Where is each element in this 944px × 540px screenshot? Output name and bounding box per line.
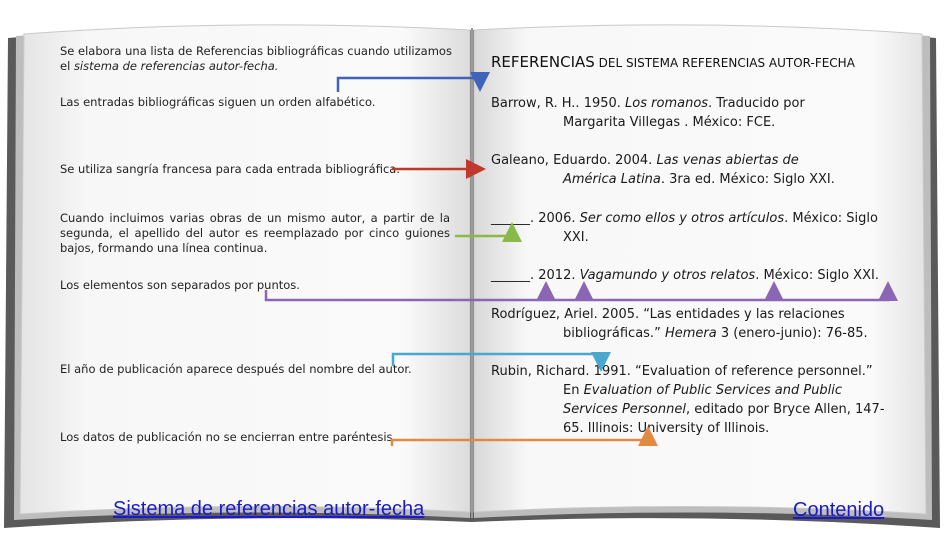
rule-hanging-indent: Se utiliza sangría francesa para cada entrada bibliográfica. [60, 162, 400, 176]
ref-text: Rodríguez, Ariel. 2005. “Las entidades y las relaciones [491, 307, 845, 322]
link-sistema-autor-fecha[interactable]: Sistema de referencias autor-fecha [113, 498, 425, 520]
ref-text: Rubin, Richard. 1991. “Evaluation of reference personnel.” [491, 364, 873, 379]
rule-intro-text: Se elabora una lista de Referencias bibliográficas cuando utilizamos el [60, 44, 452, 73]
ref-text: En [563, 383, 584, 398]
ref-indented-line: XXI. [563, 230, 589, 245]
ref-text: . México: Siglo [784, 211, 878, 226]
arrow-orange [392, 436, 648, 446]
ref-text: bibliográficas.” [563, 326, 665, 341]
link-contenido[interactable]: Contenido [793, 499, 885, 521]
ref-text: . Traducido por [708, 96, 805, 111]
ref-title: Hemera [664, 326, 717, 341]
ref-indented-line: Margarita Villegas . México: FCE. [563, 115, 776, 130]
ref-text: . México: Siglo XXI. [755, 268, 879, 283]
ref-text: . 3ra ed. México: Siglo XXI. [660, 172, 835, 187]
ref-text: Barrow, R. H.. 1950. [491, 96, 626, 111]
ref-text: ______. 2006. [491, 211, 580, 226]
rule-year-after-author: El año de publicación aparece después del nombre del autor. [60, 362, 412, 376]
rule-intro-italic: sistema de referencias autor-fecha. [73, 59, 279, 73]
arrow-cyan [393, 354, 601, 366]
ref-title: Las venas abiertas de [656, 153, 799, 168]
ref-text: ______. 2012. [491, 268, 580, 283]
ref-indented-line: 65. Illinois: University of Illinois. [563, 421, 770, 436]
arrow-purple [266, 290, 888, 300]
ref-title: Los romanos [625, 96, 709, 111]
arrow-green [455, 232, 512, 236]
ref-title: Services Personnel [563, 402, 686, 417]
ref-text: , editado por Bryce Allen, 147- [685, 402, 885, 417]
references-heading-sub: DEL SISTEMA REFERENCIAS AUTOR-FECHA [594, 56, 855, 70]
ref-text: Galeano, Eduardo. 2004. [491, 153, 657, 168]
rule-no-parentheses: Los datos de publicación no se encierran entre paréntesis. [60, 430, 397, 444]
rule-alphabetical: Las entradas bibliográficas siguen un orden alfabético. [60, 95, 376, 109]
ref-title: Ser como ellos y otros artículos [579, 211, 785, 226]
ref-title: América Latina [563, 172, 661, 187]
rule-same-author: Cuando incluimos varias obras de un mismo autor, a partir de la segunda, el apellido del autor es reemplazado por cinco guiones bajos, formando una línea continua. [60, 211, 450, 255]
references-heading-main: REFERENCIAS [491, 53, 595, 71]
ref-title: Vagamundo y otros relatos [579, 268, 756, 283]
rule-periods: Los elementos son separados por puntos. [60, 278, 300, 292]
arrow-blue [338, 78, 480, 92]
ref-text: 3 (enero-junio): 76-85. [716, 326, 868, 341]
ref-title: Evaluation of Public Services and Public [583, 383, 843, 398]
